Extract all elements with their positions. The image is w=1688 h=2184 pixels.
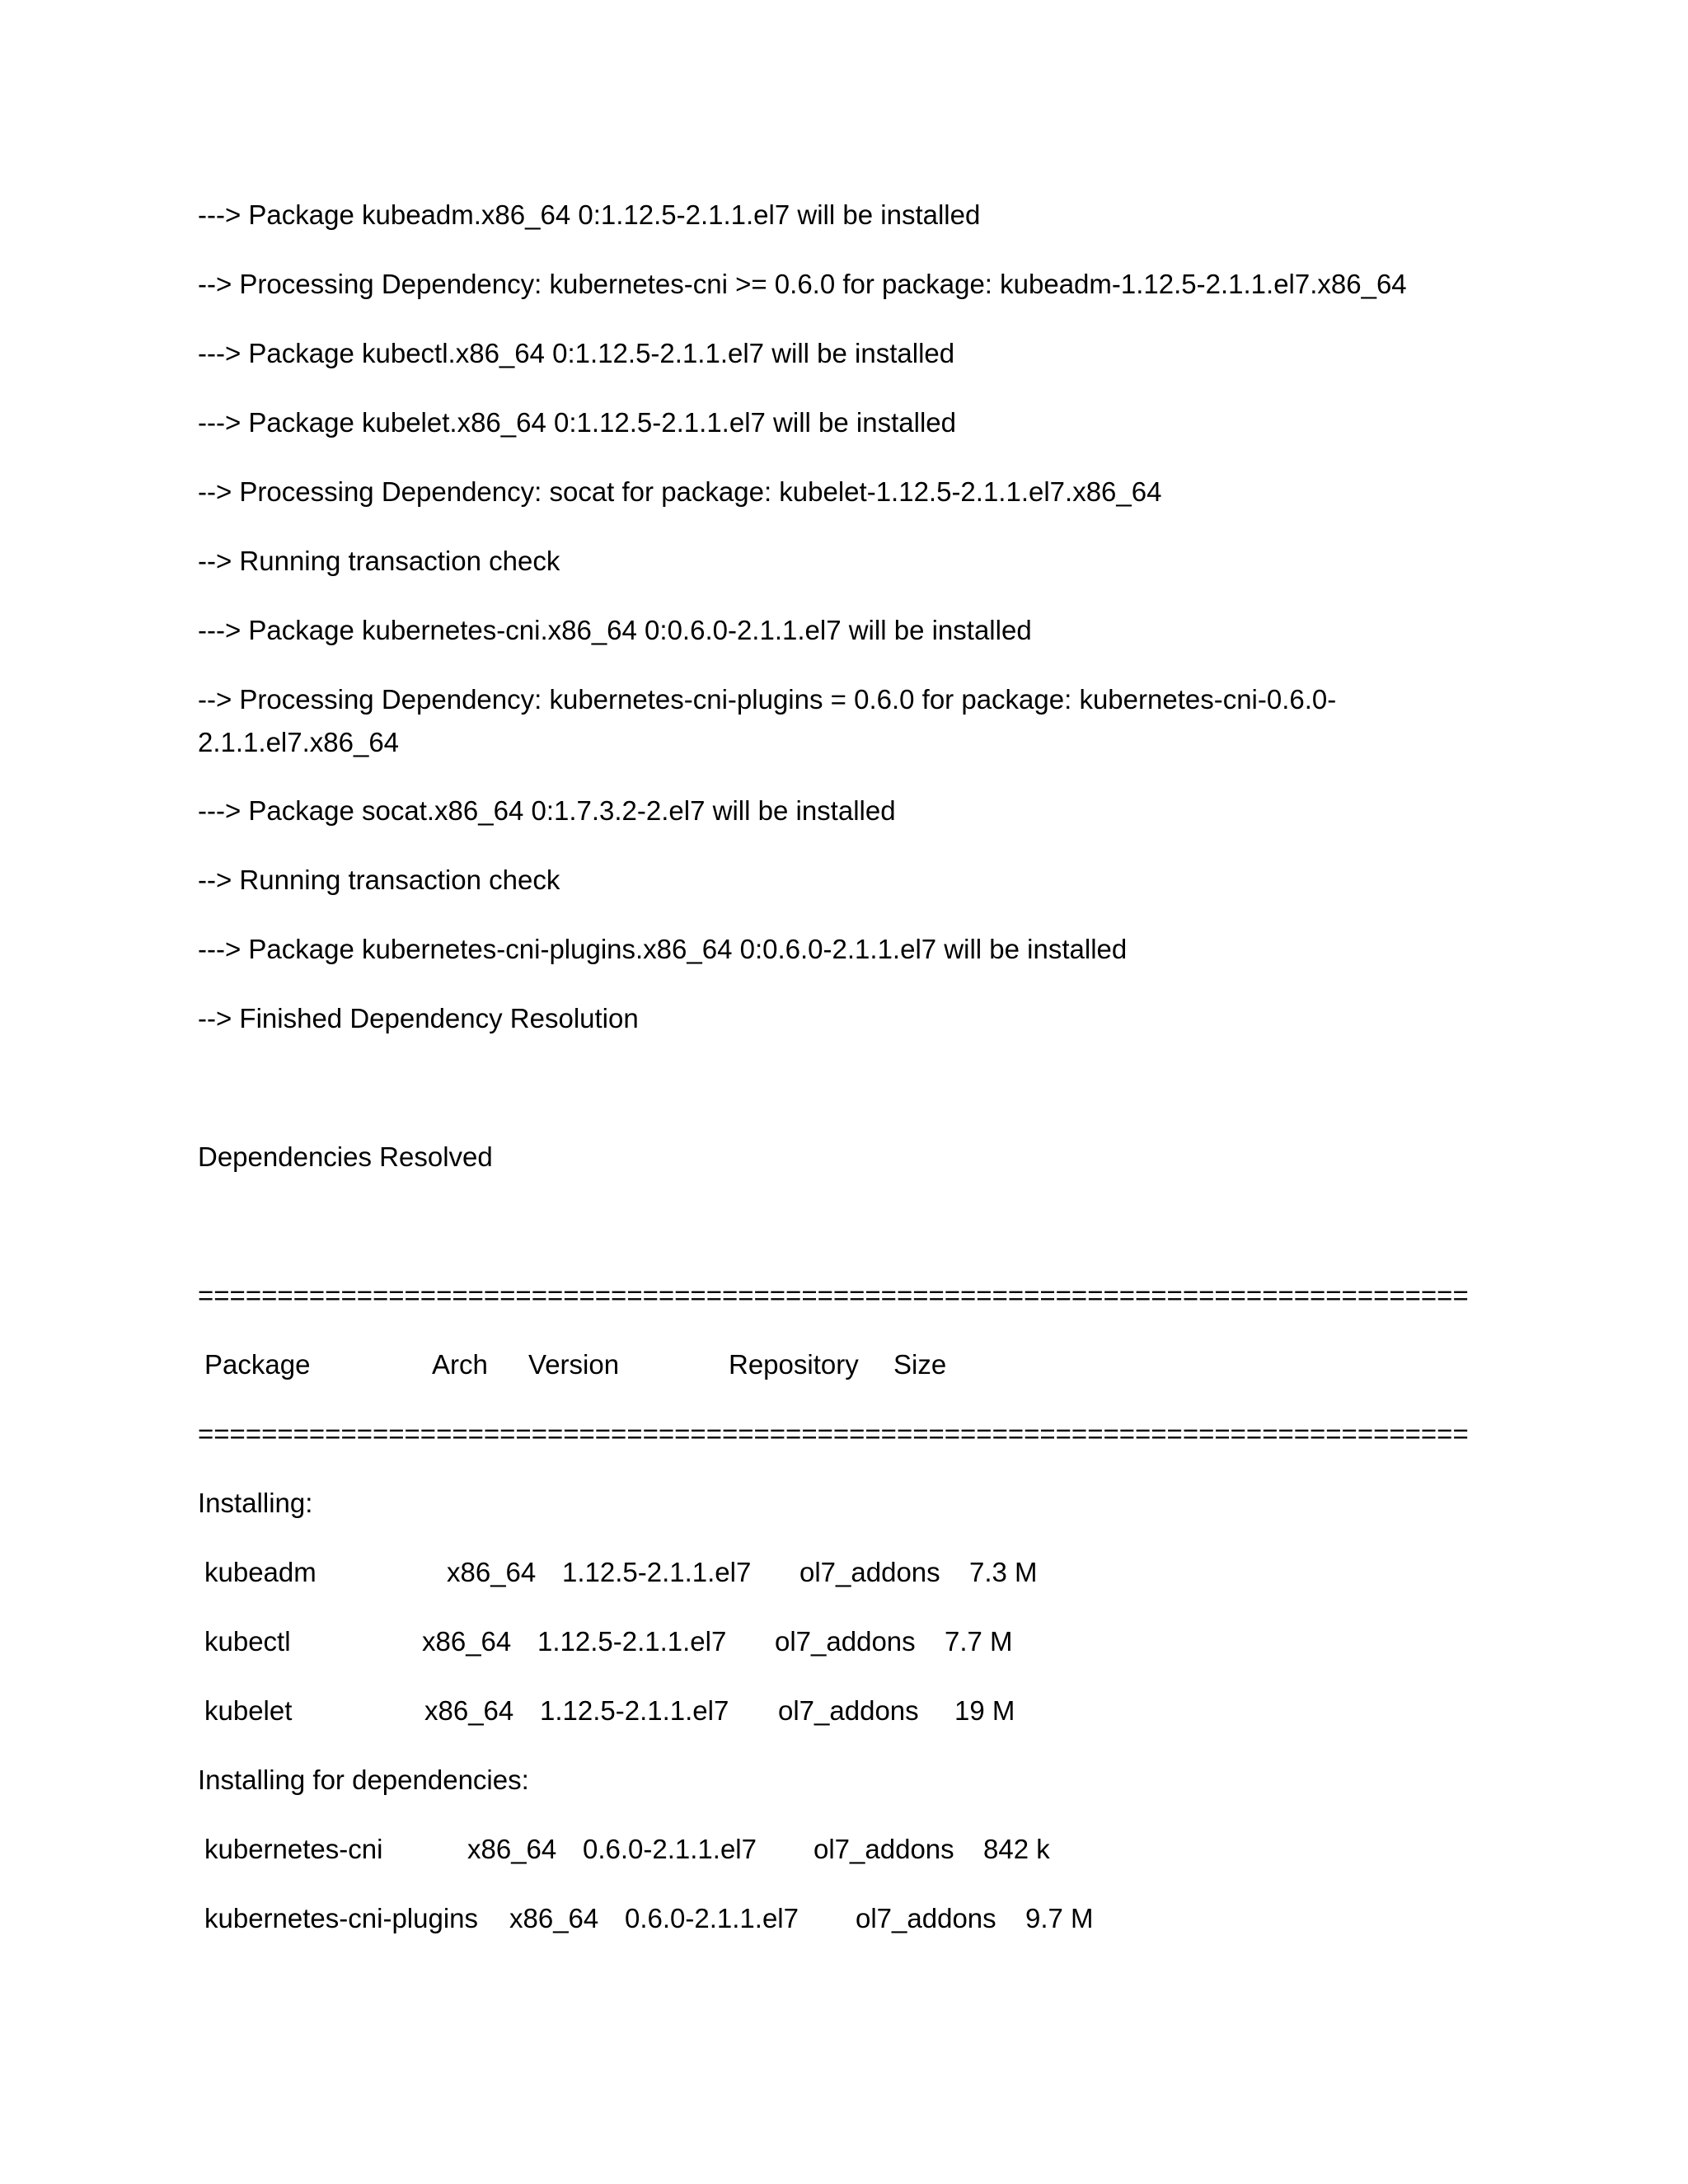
log-line: ---> Package kubernetes-cni-plugins.x86_64 0:0.6.0-2.1.1.el7 will be installed bbox=[198, 934, 1128, 964]
table-cell-package: kubectl bbox=[204, 1626, 291, 1657]
separator-rule: ================================================================================ bbox=[198, 1280, 1469, 1310]
column-header-size: Size bbox=[893, 1349, 947, 1380]
log-line: --> Processing Dependency: kubernetes-cni-plugins = 0.6.0 for package: kubernetes-cni-0.6.0-2.1.1.el7.x86_64 bbox=[198, 684, 1337, 757]
installing-label: Installing: bbox=[198, 1488, 313, 1518]
table-cell-repository: ol7_addons bbox=[814, 1834, 954, 1864]
table-cell-size: 19 M bbox=[954, 1695, 1015, 1726]
log-line: --> Running transaction check bbox=[198, 546, 560, 576]
column-header-package: Package bbox=[204, 1349, 311, 1380]
table-cell-version: 0.6.0-2.1.1.el7 bbox=[625, 1903, 799, 1933]
table-cell-repository: ol7_addons bbox=[775, 1626, 916, 1657]
table-cell-package: kubernetes-cni bbox=[204, 1834, 383, 1864]
table-cell-package: kubelet bbox=[204, 1695, 293, 1726]
log-line: ---> Package kubernetes-cni.x86_64 0:0.6.0-2.1.1.el7 will be installed bbox=[198, 615, 1032, 645]
table-cell-repository: ol7_addons bbox=[856, 1903, 996, 1933]
table-cell-arch: x86_64 bbox=[422, 1626, 512, 1657]
table-cell-package: kubeadm bbox=[204, 1557, 316, 1587]
table-cell-version: 1.12.5-2.1.1.el7 bbox=[562, 1557, 752, 1587]
column-header-repository: Repository bbox=[729, 1349, 859, 1380]
column-header-version: Version bbox=[528, 1349, 620, 1380]
table-cell-arch: x86_64 bbox=[509, 1903, 599, 1933]
log-line: --> Running transaction check bbox=[198, 865, 560, 895]
table-cell-size: 7.7 M bbox=[945, 1626, 1013, 1657]
table-cell-package: kubernetes-cni-plugins bbox=[204, 1903, 479, 1933]
log-line: --> Processing Dependency: kubernetes-cni >= 0.6.0 for package: kubeadm-1.12.5-2.1.1.el7.x86_64 bbox=[198, 269, 1407, 299]
table-cell-arch: x86_64 bbox=[424, 1695, 514, 1726]
table-cell-size: 7.3 M bbox=[969, 1557, 1038, 1587]
table-cell-repository: ol7_addons bbox=[799, 1557, 940, 1587]
log-line: ---> Package kubeadm.x86_64 0:1.12.5-2.1.1.el7 will be installed bbox=[198, 199, 981, 230]
log-line: ---> Package socat.x86_64 0:1.7.3.2-2.el7 will be installed bbox=[198, 795, 896, 826]
table-cell-size: 842 k bbox=[983, 1834, 1050, 1864]
table-cell-repository: ol7_addons bbox=[778, 1695, 919, 1726]
table-cell-arch: x86_64 bbox=[447, 1557, 537, 1587]
table-cell-version: 1.12.5-2.1.1.el7 bbox=[537, 1626, 727, 1657]
column-header-arch: Arch bbox=[432, 1349, 488, 1380]
log-line: ---> Package kubelet.x86_64 0:1.12.5-2.1.1.el7 will be installed bbox=[198, 407, 956, 438]
separator-rule: ================================================================================ bbox=[198, 1418, 1469, 1449]
table-cell-version: 1.12.5-2.1.1.el7 bbox=[540, 1695, 729, 1726]
dependencies-label: Installing for dependencies: bbox=[198, 1765, 529, 1795]
table-cell-version: 0.6.0-2.1.1.el7 bbox=[583, 1834, 757, 1864]
dependencies-resolved-heading: Dependencies Resolved bbox=[198, 1141, 493, 1172]
log-line: --> Finished Dependency Resolution bbox=[198, 1003, 639, 1033]
table-cell-arch: x86_64 bbox=[467, 1834, 557, 1864]
table-cell-size: 9.7 M bbox=[1025, 1903, 1094, 1933]
log-line: --> Processing Dependency: socat for package: kubelet-1.12.5-2.1.1.el7.x86_64 bbox=[198, 476, 1162, 507]
log-line: ---> Package kubectl.x86_64 0:1.12.5-2.1.1.el7 will be installed bbox=[198, 338, 955, 368]
